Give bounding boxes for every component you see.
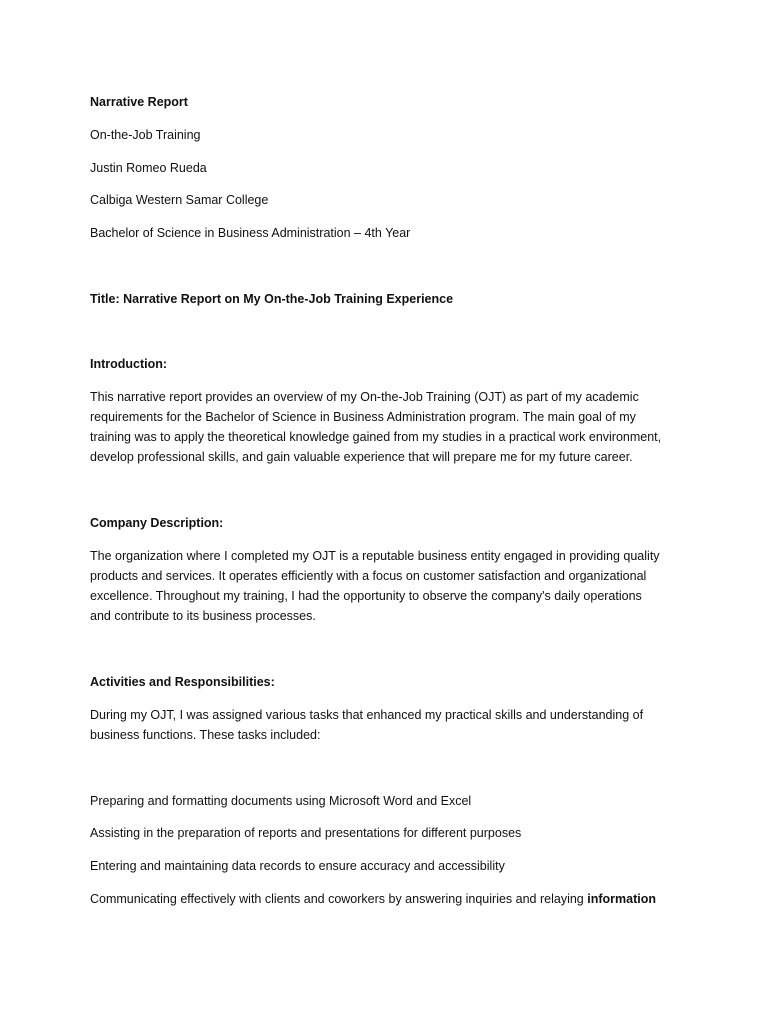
program-name: Bachelor of Science in Business Administration – 4th Year xyxy=(90,226,411,240)
paragraph-line: The organization where I completed my OJT is a reputable business entity engaged in providing quality xyxy=(90,549,660,563)
paragraph-line: and contribute to its business processes. xyxy=(90,609,316,623)
author-name: Justin Romeo Rueda xyxy=(90,161,207,175)
task-item-emphasis: information xyxy=(587,892,656,906)
company-heading: Company Description: xyxy=(90,516,224,530)
introduction-paragraph xyxy=(90,387,690,467)
document-subheading: On-the-Job Training xyxy=(90,128,201,142)
paragraph-line: develop professional skills, and gain valuable experience that will prepare me for my future career. xyxy=(90,450,633,464)
activities-paragraph xyxy=(90,705,690,745)
paragraph-line: excellence. Throughout my training, I had the opportunity to observe the company's daily operations xyxy=(90,589,642,603)
paragraph-line: products and services. It operates efficiently with a focus on customer satisfaction and organizational xyxy=(90,569,647,583)
task-item: Entering and maintaining data records to ensure accuracy and accessibility xyxy=(90,859,505,873)
school-name: Calbiga Western Samar College xyxy=(90,193,269,207)
activities-heading: Activities and Responsibilities: xyxy=(90,675,275,689)
paragraph-line: business functions. These tasks included: xyxy=(90,728,321,742)
paragraph-line: During my OJT, I was assigned various tasks that enhanced my practical skills and understanding of xyxy=(90,708,644,722)
task-item xyxy=(90,892,656,907)
company-paragraph xyxy=(90,546,690,626)
task-item-text: Communicating effectively with clients and coworkers by answering inquiries and relaying xyxy=(90,892,588,906)
report-title: Title: Narrative Report on My On-the-Job Training Experience xyxy=(90,292,454,306)
introduction-heading: Introduction: xyxy=(90,357,168,371)
paragraph-line: training was to apply the theoretical knowledge gained from my studies in a practical work environment, xyxy=(90,430,662,444)
paragraph-line: This narrative report provides an overview of my On-the-Job Training (OJT) as part of my academic xyxy=(90,390,639,404)
task-item: Preparing and formatting documents using Microsoft Word and Excel xyxy=(90,794,472,808)
task-item: Assisting in the preparation of reports and presentations for different purposes xyxy=(90,826,522,840)
document-heading: Narrative Report xyxy=(90,95,188,109)
paragraph-line: requirements for the Bachelor of Science in Business Administration program. The main goal of my xyxy=(90,410,636,424)
